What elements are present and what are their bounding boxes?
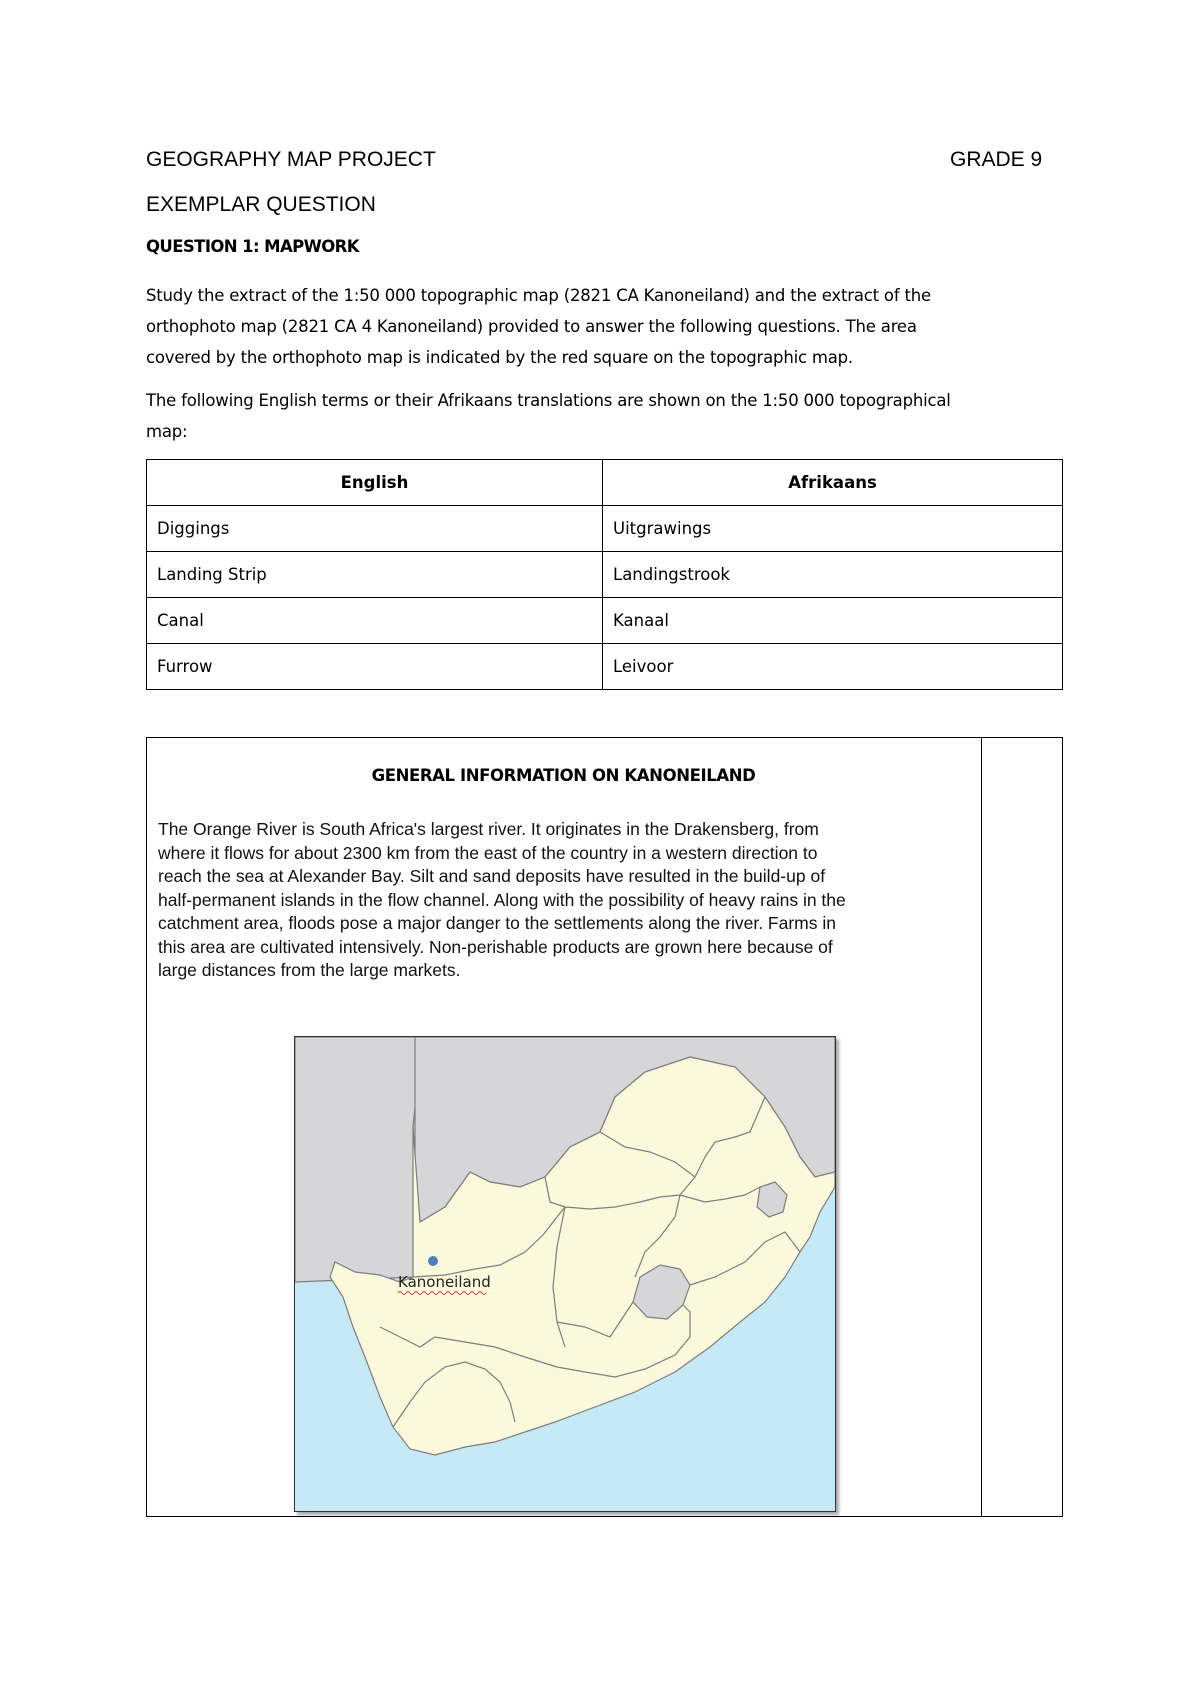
info-line: The Orange River is South Africa's largest river. It originates in the Drakensberg, from [158, 819, 819, 839]
afrikaans-cell: Leivoor [603, 644, 1063, 690]
afrikaans-cell: Uitgrawings [603, 506, 1063, 552]
info-paragraph [158, 818, 973, 983]
english-cell: Diggings [147, 506, 603, 552]
info-title: GENERAL INFORMATION ON KANONEILAND [371, 766, 756, 785]
info-line: reach the sea at Alexander Bay. Silt and sand deposits have resulted in the build-up of [158, 866, 826, 886]
column-header-english: English [147, 460, 603, 506]
intro-line: covered by the orthophoto map is indicated by the red square on the topographic map. [146, 348, 853, 367]
table-row [147, 506, 1063, 552]
afrikaans-cell: Landingstrook [603, 552, 1063, 598]
column-header-afrikaans: Afrikaans [603, 460, 1063, 506]
afrikaans-cell: Kanaal [603, 598, 1063, 644]
info-line: this area are cultivated intensively. Non-perishable products are grown here because of [158, 936, 833, 957]
intro-line: Study the extract of the 1:50 000 topographic map (2821 CA Kanoneiland) and the extract of the [146, 286, 931, 305]
kanoneiland-label: Kanoneiland [398, 1273, 491, 1291]
english-cell: Canal [147, 598, 603, 644]
english-cell: Landing Strip [147, 552, 603, 598]
terms-line: The following English terms or their Afrikaans translations are shown on the 1:50 000 topographical [146, 391, 951, 410]
map-svg [295, 1037, 835, 1511]
terms-intro [146, 385, 1066, 447]
table-row [147, 598, 1063, 644]
terms-table [146, 459, 1063, 690]
question-heading: QUESTION 1: MAPWORK [146, 237, 359, 256]
question-intro [146, 280, 1066, 373]
terms-line: map: [146, 422, 188, 441]
english-cell: Furrow [147, 644, 603, 690]
table-header-row [147, 460, 1063, 506]
info-line: where it flows for about 2300 km from the east of the country in a western direction to [158, 842, 818, 863]
document-subtitle: EXEMPLAR QUESTION [146, 193, 376, 216]
kanoneiland-marker [428, 1256, 438, 1266]
info-box-divider [981, 737, 982, 1517]
intro-line: orthophoto map (2821 CA 4 Kanoneiland) provided to answer the following questions. The area [146, 317, 917, 336]
document-title: GEOGRAPHY MAP PROJECT [146, 148, 436, 171]
south-africa-map [294, 1036, 836, 1512]
info-line: catchment area, floods pose a major danger to the settlements along the river. Farms in [158, 913, 836, 933]
table-row [147, 552, 1063, 598]
table-row [147, 644, 1063, 690]
info-line: half-permanent islands in the flow channel. Along with the possibility of heavy rains in the [158, 889, 846, 910]
info-line: large distances from the large markets. [158, 960, 461, 980]
grade-label: GRADE 9 [950, 148, 1043, 171]
